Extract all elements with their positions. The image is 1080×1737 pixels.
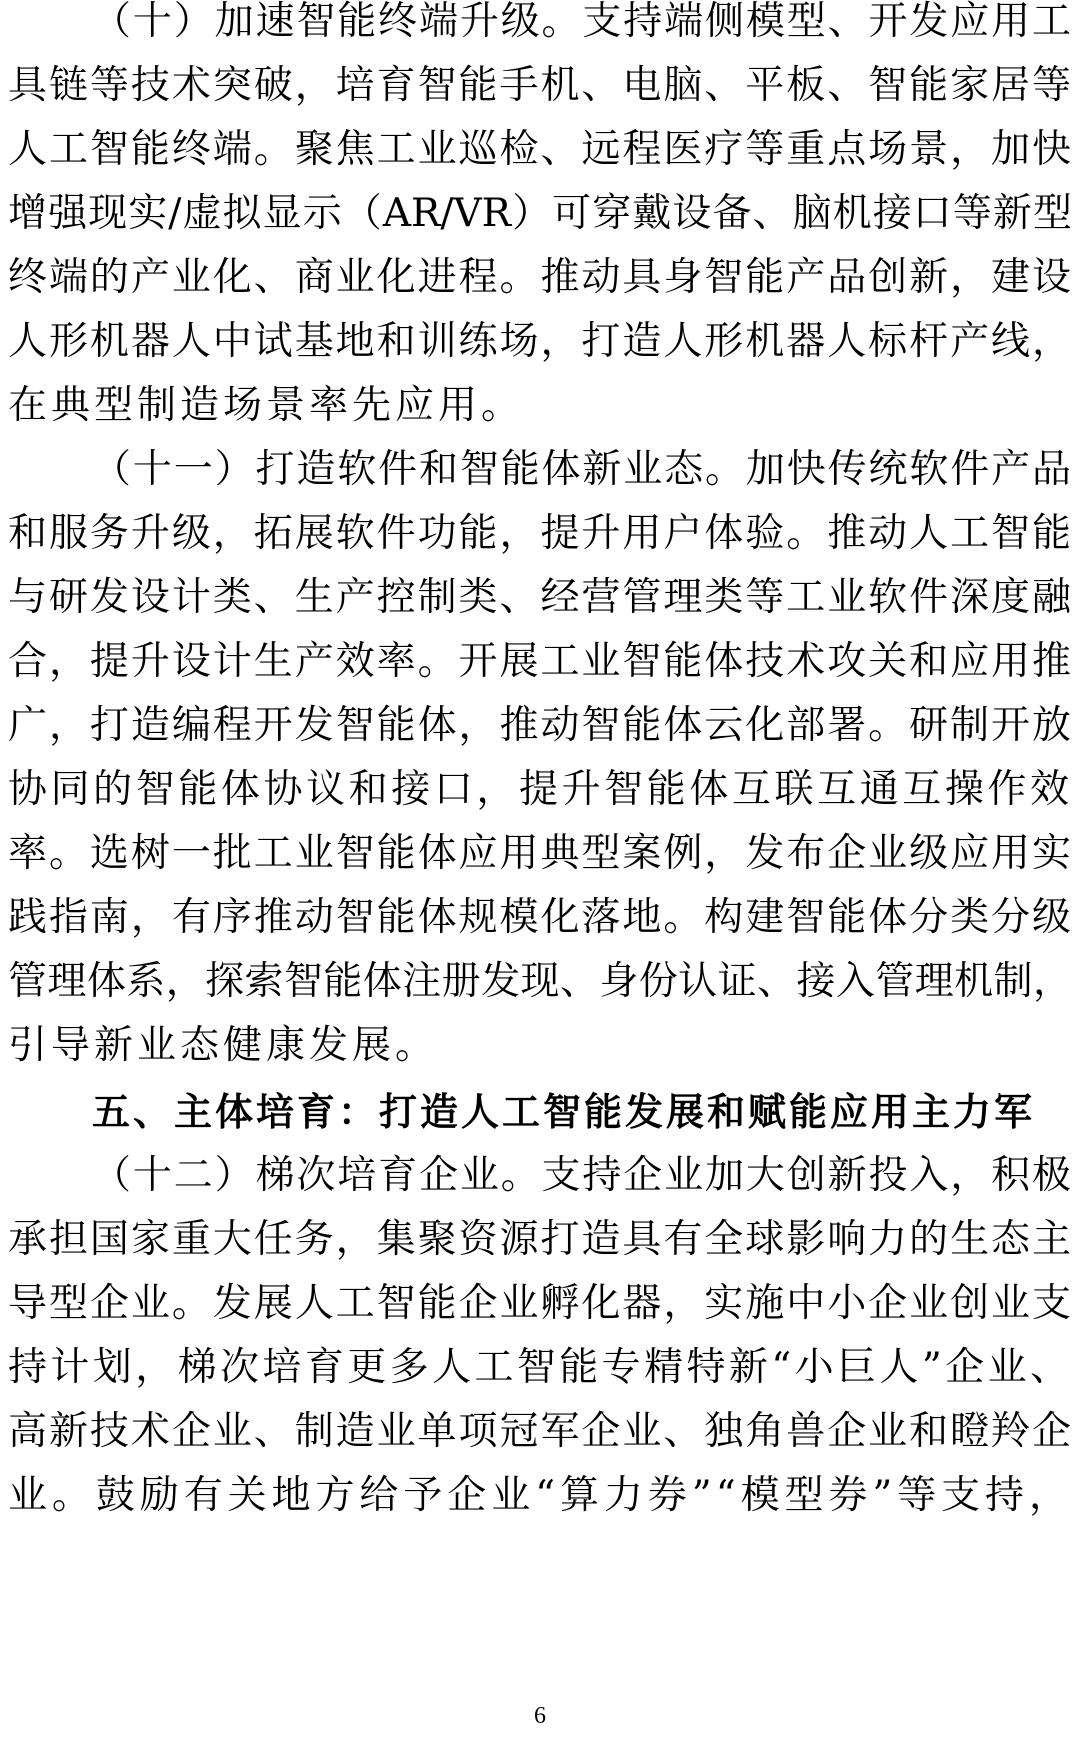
paragraph-12-line-6: 业。鼓励有关地方给予企业“算力券”“模型券”等支持， bbox=[8, 1473, 1072, 1518]
paragraph-11-line-8: 践指南，有序推动智能体规模化落地。构建智能体分类分级 bbox=[8, 895, 1072, 940]
paragraph-11-line-1: （十一）打造软件和智能体新业态。加快传统软件产品 bbox=[92, 447, 1072, 492]
paragraph-11-line-9: 管理体系，探索智能体注册发现、身份认证、接入管理机制， bbox=[8, 959, 1072, 1004]
page-number: 6 bbox=[534, 1703, 546, 1729]
paragraph-11-line-10: 引导新业态健康发展。 bbox=[8, 1023, 439, 1068]
section-heading: 五、主体培育：打造人工智能发展和赋能应用主力军 bbox=[92, 1090, 1036, 1134]
paragraph-12-line-3: 导型企业。发展人工智能企业孵化器，实施中小企业创业支 bbox=[8, 1281, 1072, 1326]
paragraph-11-line-4: 合，提升设计生产效率。开展工业智能体技术攻关和应用推 bbox=[8, 639, 1072, 684]
paragraph-10-line-2: 具链等技术突破，培育智能手机、电脑、平板、智能家居等 bbox=[8, 63, 1072, 108]
paragraph-12-line-1: （十二）梯次培育企业。支持企业加大创新投入，积极 bbox=[92, 1153, 1072, 1198]
paragraph-11-line-2: 和服务升级，拓展软件功能，提升用户体验。推动人工智能 bbox=[8, 511, 1072, 556]
paragraph-11-line-3: 与研发设计类、生产控制类、经营管理类等工业软件深度融 bbox=[8, 575, 1072, 620]
paragraph-10-line-1: （十）加速智能终端升级。支持端侧模型、开发应用工 bbox=[92, 0, 1072, 44]
paragraph-10-line-6: 人形机器人中试基地和训练场，打造人形机器人标杆产线， bbox=[8, 319, 1072, 364]
paragraph-12-line-5: 高新技术企业、制造业单项冠军企业、独角兽企业和瞪羚企 bbox=[8, 1409, 1072, 1454]
paragraph-12-line-2: 承担国家重大任务，集聚资源打造具有全球影响力的生态主 bbox=[8, 1217, 1072, 1262]
paragraph-10-line-3: 人工智能终端。聚焦工业巡检、远程医疗等重点场景，加快 bbox=[8, 127, 1072, 172]
paragraph-11-line-6: 协同的智能体协议和接口，提升智能体互联互通互操作效 bbox=[8, 767, 1072, 812]
paragraph-10-line-7: 在典型制造场景率先应用。 bbox=[8, 383, 525, 428]
paragraph-10-line-5: 终端的产业化、商业化进程。推动具身智能产品创新，建设 bbox=[8, 255, 1072, 300]
paragraph-12-line-4: 持计划，梯次培育更多人工智能专精特新“小巨人”企业、 bbox=[8, 1345, 1072, 1390]
paragraph-11-line-5: 广，打造编程开发智能体，推动智能体云化部署。研制开放 bbox=[8, 703, 1072, 748]
paragraph-11-line-7: 率。选树一批工业智能体应用典型案例，发布企业级应用实 bbox=[8, 831, 1072, 876]
paragraph-10-line-4: 增强现实/虚拟显示（AR/VR）可穿戴设备、脑机接口等新型 bbox=[8, 191, 1072, 236]
